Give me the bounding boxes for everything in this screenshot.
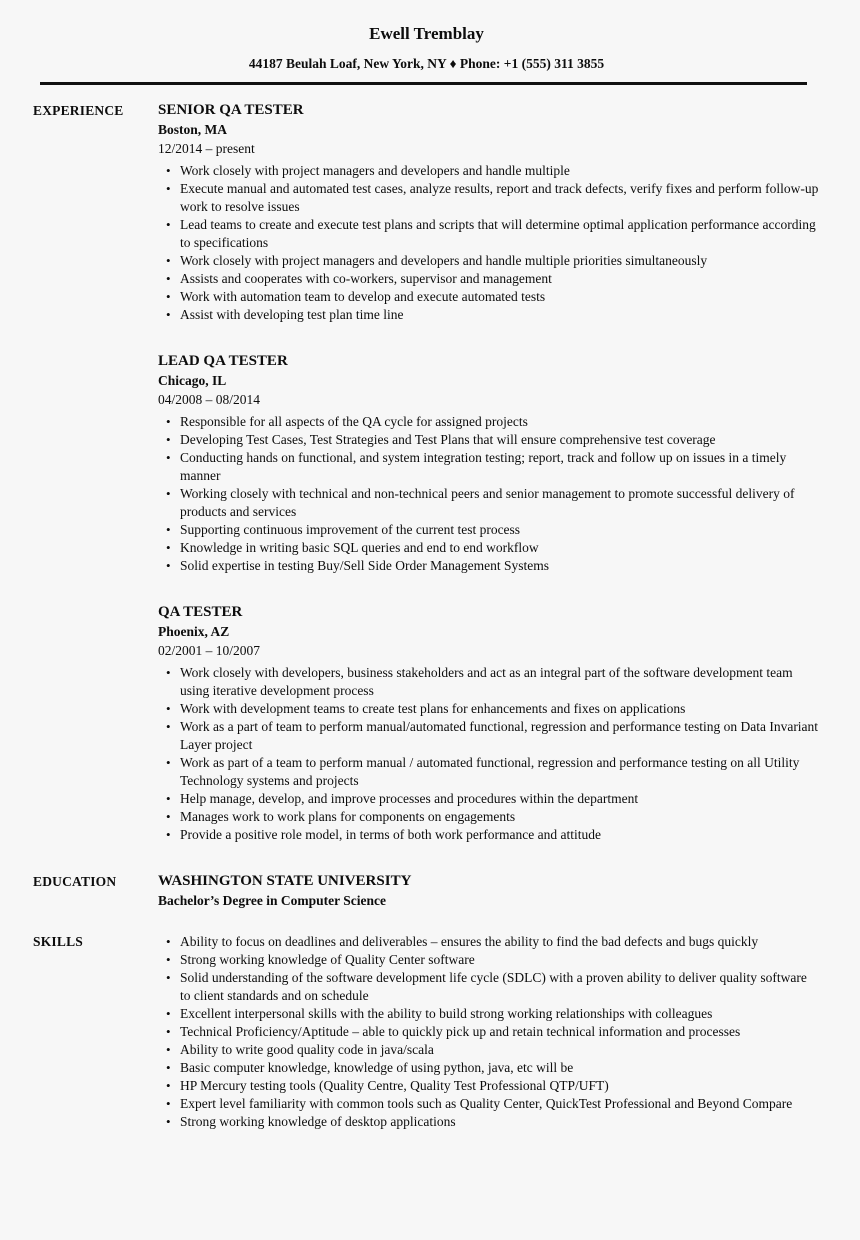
skills-list: [158, 933, 820, 1131]
bullet-item: • Help manage, develop, and improve processes and procedures within the department: [158, 790, 820, 808]
bullet-item: • Work closely with developers, business stakeholders and act as an integral part of the software development team using iterative development process: [158, 664, 820, 700]
job-title: QA TESTER: [158, 604, 243, 620]
bullet-item: • Responsible for all aspects of the QA cycle for assigned projects: [158, 413, 820, 431]
bullet-item: • Lead teams to create and execute test plans and scripts that will determine optimal application performance according to specifications: [158, 216, 820, 252]
education-content: [158, 872, 820, 910]
job-title: SENIOR QA TESTER: [158, 102, 304, 118]
job-dates: 12/2014 – present: [158, 141, 255, 156]
bullet-item: • Assist with developing test plan time line: [158, 306, 820, 324]
experience-content: [158, 101, 820, 844]
skills-content: [158, 932, 820, 1131]
degree: Bachelor’s Degree in Computer Science: [158, 893, 386, 908]
bullet-item: • Excellent interpersonal skills with the ability to build strong working relationships with colleagues: [158, 1005, 820, 1023]
bullet-item: • Assists and cooperates with co-workers, supervisor and management: [158, 270, 820, 288]
candidate-name: Ewell Tremblay: [369, 24, 484, 43]
section-label-skills: SKILLS: [33, 934, 83, 949]
bullet-item: • Work as part of a team to perform manual / automated functional, regression and performance testing on all Utility Technology systems and projects: [158, 754, 820, 790]
bullet-item: • Solid expertise in testing Buy/Sell Side Order Management Systems: [158, 557, 820, 575]
bullet-item: • Work closely with project managers and developers and handle multiple priorities simultaneously: [158, 252, 820, 270]
section-experience: [33, 101, 820, 844]
job-title: LEAD QA TESTER: [158, 353, 288, 369]
bullet-item: • Solid understanding of the software development life cycle (SDLC) with a proven ability to deliver quality software to client standards and on schedule: [158, 969, 820, 1005]
bullet-item: • Work as a part of team to perform manual/automated functional, regression and performance testing on Data Invariant Layer project: [158, 718, 820, 754]
contact-line: 44187 Beulah Loaf, New York, NY ♦ Phone: +1 (555) 311 3855: [248, 56, 605, 71]
bullet-item: • Expert level familiarity with common tools such as Quality Center, QuickTest Professional and Beyond Compare: [158, 1095, 820, 1113]
header-divider: [40, 82, 807, 85]
bullet-item: • Work closely with project managers and developers and handle multiple: [158, 162, 820, 180]
bullet-item: • Knowledge in writing basic SQL queries and end to end workflow: [158, 539, 820, 557]
resume-header: [33, 24, 820, 85]
section-label-experience: EXPERIENCE: [33, 103, 124, 118]
bullet-item: • Technical Proficiency/Aptitude – able to quickly pick up and retain technical information and processes: [158, 1023, 820, 1041]
bullet-item: • Strong working knowledge of desktop applications: [158, 1113, 820, 1131]
section-education: [33, 872, 820, 910]
section-skills: [33, 932, 820, 1131]
job-entry: [158, 352, 820, 575]
bullet-item: • Strong working knowledge of Quality Center software: [158, 951, 820, 969]
bullet-item: • Working closely with technical and non-technical peers and senior management to promote successful delivery of products and services: [158, 485, 820, 521]
job-location: Phoenix, AZ: [158, 624, 230, 639]
bullet-item: • Supporting continuous improvement of the current test process: [158, 521, 820, 539]
job-bullets: [158, 664, 820, 844]
job-bullets: [158, 413, 820, 575]
job-dates: 04/2008 – 08/2014: [158, 392, 261, 407]
job-bullets: [158, 162, 820, 324]
bullet-item: • Work with development teams to create test plans for enhancements and fixes on applications: [158, 700, 820, 718]
bullet-item: • Developing Test Cases, Test Strategies and Test Plans that will ensure comprehensive test coverage: [158, 431, 820, 449]
job-location: Boston, MA: [158, 122, 228, 137]
job-entry: [158, 603, 820, 844]
school-name: WASHINGTON STATE UNIVERSITY: [158, 873, 412, 889]
bullet-item: • Basic computer knowledge, knowledge of using python, java, etc will be: [158, 1059, 820, 1077]
job-dates: 02/2001 – 10/2007: [158, 643, 261, 658]
bullet-item: • Conducting hands on functional, and system integration testing; report, track and follow up on issues in a timely manner: [158, 449, 820, 485]
bullet-item: • Work with automation team to develop and execute automated tests: [158, 288, 820, 306]
bullet-item: • Ability to focus on deadlines and deliverables – ensures the ability to find the bad defects and bugs quickly: [158, 933, 820, 951]
bullet-item: • Ability to write good quality code in java/scala: [158, 1041, 820, 1059]
job-entry: [158, 101, 820, 324]
bullet-item: • Provide a positive role model, in terms of both work performance and attitude: [158, 826, 820, 844]
job-location: Chicago, IL: [158, 373, 227, 388]
bullet-item: • HP Mercury testing tools (Quality Centre, Quality Test Professional QTP/UFT): [158, 1077, 820, 1095]
bullet-item: • Execute manual and automated test cases, analyze results, report and track defects, verify fixes and perform follow-up work to resolve issues: [158, 180, 820, 216]
section-label-education: EDUCATION: [33, 874, 117, 889]
bullet-item: • Manages work to work plans for components on engagements: [158, 808, 820, 826]
